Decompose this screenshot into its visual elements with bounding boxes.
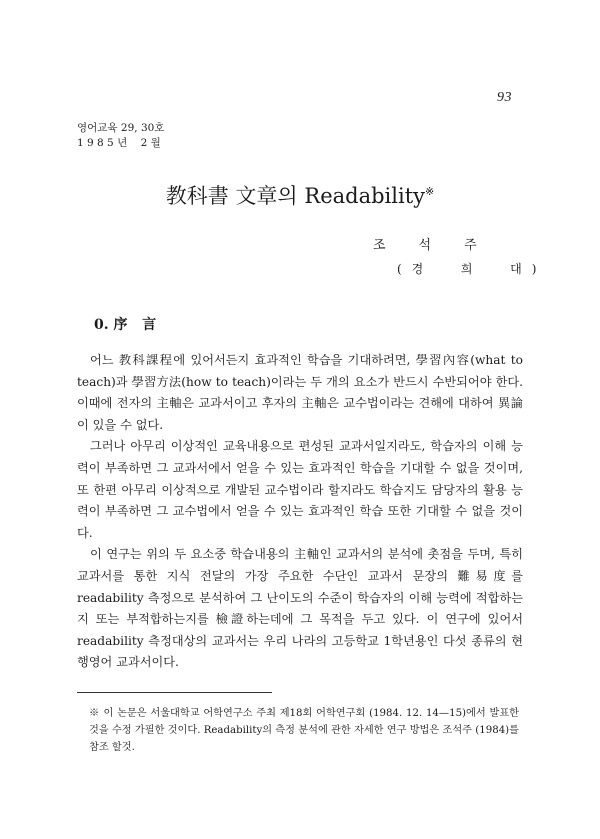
- body-text: [77, 350, 523, 674]
- footnote-divider: [77, 692, 272, 693]
- paper-title-text: 教科書 文章의 Readability: [165, 184, 426, 208]
- journal-date: 1 9 8 5 년 2 월: [77, 137, 161, 149]
- paragraph: 어느 教科課程에 있어서든지 효과적인 학습을 기대하려면, 學習內容(what to teach)과 學習方法(how to teach)이라는 두 개의 요소가 반드시 수반되어야 한다. 이때에 전자의 主軸은 교과서이고 후자의 主軸은 교수법이라는 견해에 대하여 異論이 있을 수 없다.: [77, 353, 523, 432]
- footnote: ※ 이 논문은 서울대학교 어학연구소 주최 제18회 어학연구회 (1984. 12. 14—15)에서 발표한 것을 수정 가필한 것이다. Readability의 측정 분석에 관한 자세한 연구 방법은 조석주 (1984)를 참조 할것.: [89, 708, 519, 753]
- journal-volume: 영어교육 29, 30호: [77, 122, 165, 134]
- author-name: 조석주: [373, 238, 510, 253]
- journal-info: [77, 121, 164, 151]
- footnote-mark: ※: [425, 185, 435, 198]
- paper-title: [0, 180, 600, 210]
- paragraph: 그러나 아무리 이상적인 교육내용으로 편성된 교과서일지라도, 학습자의 이해 능력이 부족하면 그 교과서에서 얻을 수 있는 효과적인 학습을 기대할 수 없을 것이며, 또 한편 아무리 이상적으로 개발된 교수법이라 할지라도 학습지도 담당자의 활용 능력이 부족하면 그 교수법에서 얻을 수 있는 효과적인 학습 또한 기대할 수 없을 것이다.: [77, 439, 523, 540]
- paragraph: 이 연구는 위의 두 요소중 학습내용의 主軸인 교과서의 분석에 촛점을 두며, 특히 교과서를 통한 지식 전달의 가장 주요한 수단인 교과서 문장의 難易度를 readability 측정으로 분석하여 그 난이도의 수준이 학습자의 이해 능력에 적합하는지 또는 부적합하는지를 檢證하는데에 그 목적을 두고 있다. 이 연구에 있어서 readability 측정대상의 교과서는 우리 나라의 고등학교 1학년용인 다섯 종류의 현행영어 교과서이다.: [77, 547, 523, 670]
- author-affiliation: (경 희 대): [397, 262, 547, 276]
- page-number: 93: [497, 90, 512, 105]
- section-heading: 0. 序 言: [94, 317, 157, 333]
